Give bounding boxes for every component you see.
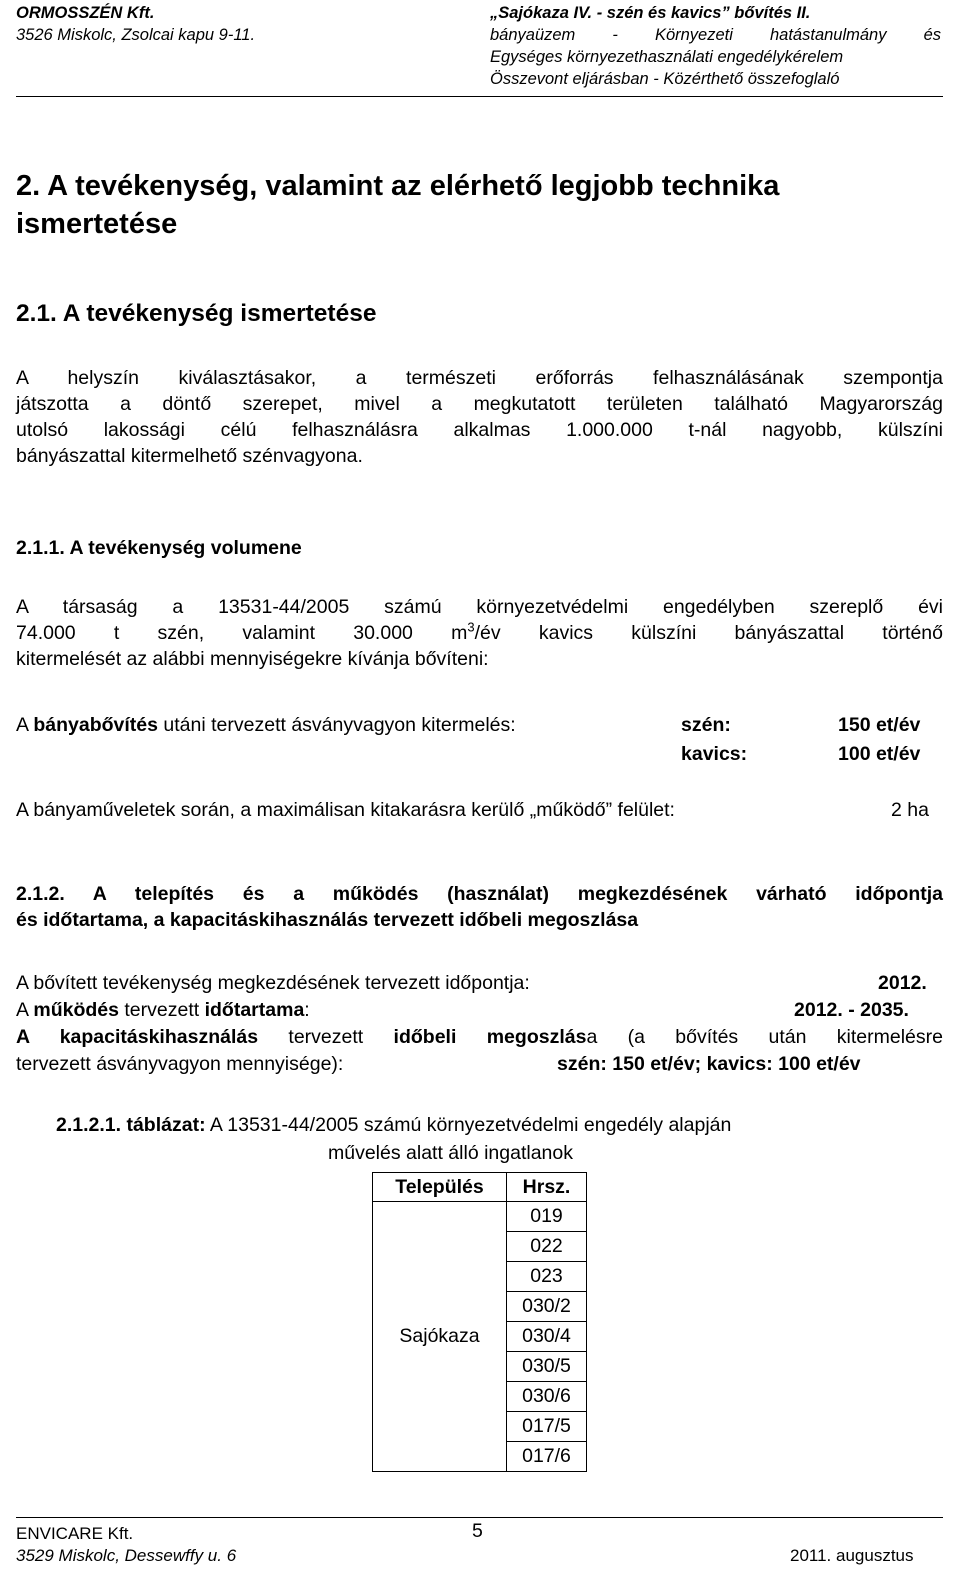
para-line: bányászattal kitermelhető szénvagyona. [16, 445, 363, 467]
parcel-cell: 019 [507, 1202, 587, 1232]
page-number: 5 [472, 1520, 483, 1542]
parcel-cell: 023 [507, 1262, 587, 1292]
coal-label: szén: [681, 714, 731, 736]
footer-divider [16, 1517, 943, 1518]
superscript: 3 [467, 619, 475, 635]
para-line: játszotta a döntő szerepet, mivel a megkutatott területen található Magyarország [16, 393, 943, 415]
header-company: ORMOSSZÉN Kft. [16, 4, 155, 22]
capacity-line2: tervezett ásványvagyon mennyisége): [16, 1053, 344, 1075]
table-row [373, 1202, 587, 1232]
section-2-1-heading: 2.1. A tevékenység ismertetése [16, 300, 377, 327]
heading-line: 2.1.2. A telepítés és a működés (használat) megkezdésének várható időpontja [16, 883, 943, 905]
para-line: utolsó lakossági célú felhasználásra alkalmas 1.000.000 t-nál nagyobb, külszíni [16, 419, 943, 441]
table-caption-line1: 2.1.2.1. táblázat: A 13531-44/2005 számú környezetvédelmi engedély alapján [56, 1114, 732, 1136]
operation-value: 2012. - 2035. [794, 999, 909, 1021]
section-2-heading [16, 167, 779, 243]
gravel-value: 100 et/év [838, 743, 921, 765]
footer-date: 2011. augusztus [790, 1546, 914, 1565]
header-address: 3526 Miskolc, Zsolcai kapu 9-11. [16, 26, 256, 44]
capacity-line1: A kapacitáskihasználás tervezett időbeli megoszlása (a bővítés után kitermelésre [16, 1026, 943, 1048]
parcel-cell: 022 [507, 1232, 587, 1262]
col-settlement-header: Település [373, 1173, 507, 1202]
para-line: A társaság a 13531-44/2005 számú környezetvédelmi engedélyben szereplő évi [16, 596, 943, 618]
heading-line: és időtartama, a kapacitáskihasználás tervezett időbeli megoszlása [16, 909, 639, 931]
footer-address: 3529 Miskolc, Dessewffy u. 6 [16, 1546, 237, 1565]
section-2-1-2-heading [16, 881, 943, 933]
surface-text: A bányaműveletek során, a maximálisan kitakarásra kerülő „működő” felület: [16, 799, 675, 821]
footer-company: ENVICARE Kft. [16, 1524, 134, 1543]
start-label: A bővített tevékenység megkezdésének tervezett időpontja: [16, 972, 530, 994]
settlement-cell: Sajókaza [373, 1202, 507, 1472]
section-2-1-paragraph [16, 365, 943, 469]
section-2-1-1-heading: 2.1.1. A tevékenység volumene [16, 537, 302, 559]
header-title-line3: Egységes környezethasználati engedélykérelem [490, 48, 844, 66]
parcel-cell: 030/6 [507, 1382, 587, 1412]
parcel-cell: 017/6 [507, 1442, 587, 1472]
capacity-value: szén: 150 et/év; kavics: 100 et/év [557, 1053, 861, 1075]
para-line: kitermelését az alábbi mennyiségekre kívánja bővíteni: [16, 648, 489, 670]
para-line: 74.000 t szén, valamint 30.000 $m^3/év$ kavics külszíni bányászattal történő [16, 619, 943, 644]
header-title-line1: „Sajókaza IV. - szén és kavics” bővítés II. [490, 4, 811, 22]
parcels-table [372, 1172, 587, 1472]
col-parcel-header: Hrsz. [507, 1173, 587, 1202]
section-2-heading-line1: 2. A tevékenység, valamint az elérhető legjobb technika [16, 170, 780, 202]
header-divider [16, 96, 943, 97]
extraction-text: A bányabővítés utáni tervezett ásványvagyon kitermelés: [16, 714, 516, 736]
parcel-cell: 030/5 [507, 1352, 587, 1382]
surface-value: 2 ha [891, 799, 929, 821]
coal-value: 150 et/év [838, 714, 921, 736]
start-value: 2012. [878, 972, 927, 994]
table-header-row [373, 1173, 587, 1202]
header-title-line4: Összevont eljárásban - Közérthető összefoglaló [490, 70, 840, 88]
para-line: A helyszín kiválasztásakor, a természeti erőforrás felhasználásának szempontja [16, 367, 943, 389]
parcel-cell: 030/2 [507, 1292, 587, 1322]
table-caption-line2: művelés alatt álló ingatlanok [328, 1142, 573, 1164]
gravel-label: kavics: [681, 743, 748, 765]
header-title-line2: bányaüzem - Környezeti hatástanulmány és [490, 26, 941, 44]
section-2-1-1-paragraph [16, 594, 943, 672]
operation-label: A működés tervezett időtartama: [16, 999, 310, 1021]
section-2-heading-line2: ismertetése [16, 208, 178, 240]
parcel-cell: 017/5 [507, 1412, 587, 1442]
parcel-cell: 030/4 [507, 1322, 587, 1352]
